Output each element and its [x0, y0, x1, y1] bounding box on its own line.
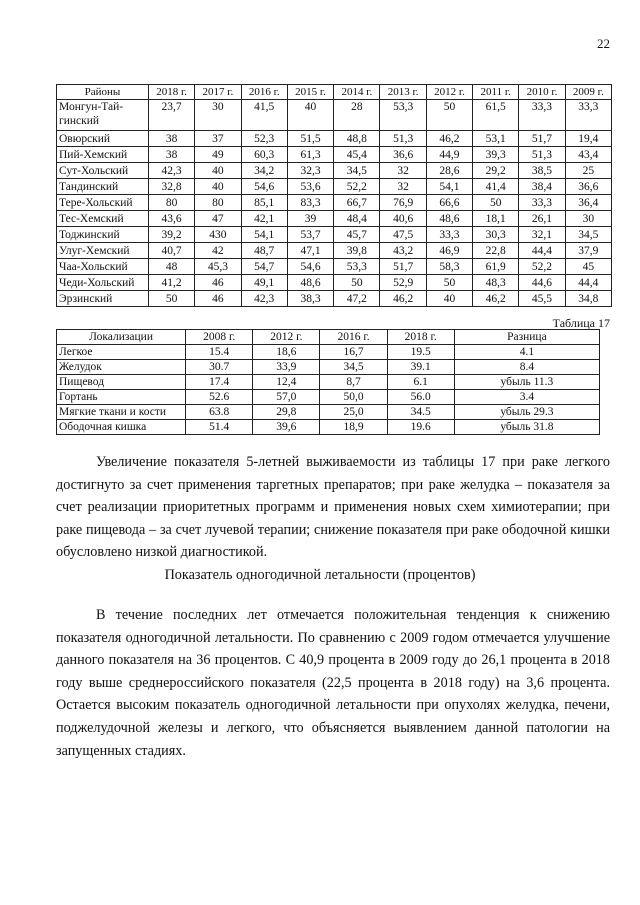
table-cell: 50: [426, 100, 472, 131]
table-cell: 34,5: [334, 163, 380, 179]
row-label: Улуг-Хемский: [57, 243, 149, 259]
row-label: Пий-Хемский: [57, 147, 149, 163]
table-cell: 50,0: [320, 390, 387, 405]
table-cell: 43,2: [380, 243, 426, 259]
table-row: [57, 275, 612, 291]
table-cell: 44,6: [519, 275, 565, 291]
table-cell: 33,9: [253, 360, 320, 375]
table-cell: 46,9: [426, 243, 472, 259]
table-cell: 33,3: [519, 100, 565, 131]
table-cell: 26,1: [519, 211, 565, 227]
table-cell: 48: [148, 259, 194, 275]
table-cell: 4.1: [454, 345, 599, 360]
table-cell: 39.1: [387, 360, 454, 375]
table-row: [57, 131, 612, 147]
table-cell: 8,7: [320, 375, 387, 390]
table-cell: 46,2: [426, 131, 472, 147]
table-cell: 3.4: [454, 390, 599, 405]
row-label: Овюрский: [57, 131, 149, 147]
table-cell: 41,5: [241, 100, 287, 131]
column-header: 2015 г.: [287, 85, 333, 100]
table-cell: 37: [195, 131, 241, 147]
table-cell: 48,3: [473, 275, 519, 291]
table-cell: 56.0: [387, 390, 454, 405]
table-cell: 18,1: [473, 211, 519, 227]
table-cell: 54,6: [241, 179, 287, 195]
table-cell: 32: [380, 163, 426, 179]
table-cell: 85,1: [241, 195, 287, 211]
table-row: [57, 179, 612, 195]
table-row: [57, 405, 600, 420]
column-header: 2018 г.: [387, 330, 454, 345]
table-cell: 34,5: [565, 227, 611, 243]
row-label: Гортань: [57, 390, 186, 405]
table-cell: 33,3: [426, 227, 472, 243]
row-label: Желудок: [57, 360, 186, 375]
row-label: Монгун-Тай-гинский: [57, 100, 149, 131]
column-header: 2017 г.: [195, 85, 241, 100]
table-cell: 61,3: [287, 147, 333, 163]
column-header: Районы: [57, 85, 149, 100]
table-cell: 53,3: [380, 100, 426, 131]
table-cell: 54,6: [287, 259, 333, 275]
table-cell: 17.4: [186, 375, 253, 390]
column-header: 2012 г.: [253, 330, 320, 345]
table-row: [57, 195, 612, 211]
table-cell: 34.5: [387, 405, 454, 420]
table-cell: 40: [426, 291, 472, 307]
table-cell: 38,4: [519, 179, 565, 195]
table-cell: 66,7: [334, 195, 380, 211]
table-cell: 30: [195, 100, 241, 131]
table-cell: 63.8: [186, 405, 253, 420]
table-cell: 51,7: [519, 131, 565, 147]
table-cell: 38,5: [519, 163, 565, 179]
row-label: Эрзинский: [57, 291, 149, 307]
table-cell: 30,3: [473, 227, 519, 243]
table-cell: 38: [148, 131, 194, 147]
table-caption: Таблица 17: [552, 316, 610, 330]
table-cell: 39,3: [473, 147, 519, 163]
table-cell: 33,3: [565, 100, 611, 131]
table-cell: 45: [565, 259, 611, 275]
table-cell: 53,7: [287, 227, 333, 243]
table-cell: 36,6: [565, 179, 611, 195]
table-cell: 45,5: [519, 291, 565, 307]
table-cell: 50: [334, 275, 380, 291]
table-cell: 51,5: [287, 131, 333, 147]
table-cell: 80: [195, 195, 241, 211]
table-cell: 54,1: [426, 179, 472, 195]
table-cell: 50: [426, 275, 472, 291]
table-cell: 44,4: [519, 243, 565, 259]
page-number: 22: [597, 36, 610, 51]
column-header: Разница: [454, 330, 599, 345]
row-label: Чеди-Хольский: [57, 275, 149, 291]
table-cell: 48,4: [334, 211, 380, 227]
table-cell: 44,4: [565, 275, 611, 291]
column-header: 2009 г.: [565, 85, 611, 100]
row-label: Чаа-Хольский: [57, 259, 149, 275]
table-cell: 51,7: [380, 259, 426, 275]
table-cell: 49: [195, 147, 241, 163]
column-header: Локализации: [57, 330, 186, 345]
table-cell: 48,8: [334, 131, 380, 147]
table-cell: 48,6: [287, 275, 333, 291]
table-cell: 19,4: [565, 131, 611, 147]
table-cell: 29,8: [253, 405, 320, 420]
table-cell: 47: [195, 211, 241, 227]
table-cell: убыль 29.3: [454, 405, 599, 420]
table-cell: 54,7: [241, 259, 287, 275]
table-header-row: [57, 330, 600, 345]
table-cell: 52,2: [519, 259, 565, 275]
table-cell: 47,1: [287, 243, 333, 259]
table-row: [57, 390, 600, 405]
table-cell: 42,3: [148, 163, 194, 179]
table-row: [57, 345, 600, 360]
table-cell: 33,3: [519, 195, 565, 211]
table-cell: 38,3: [287, 291, 333, 307]
table-cell: 6.1: [387, 375, 454, 390]
table-cell: 46,2: [473, 291, 519, 307]
table-row: [57, 100, 612, 131]
table-cell: 37,9: [565, 243, 611, 259]
table-cell: 40: [195, 163, 241, 179]
table-cell: 45,4: [334, 147, 380, 163]
table-cell: 80: [148, 195, 194, 211]
row-label: Тес-Хемский: [57, 211, 149, 227]
column-header: 2010 г.: [519, 85, 565, 100]
row-label: Тандинский: [57, 179, 149, 195]
table-cell: 40,6: [380, 211, 426, 227]
column-header: 2018 г.: [148, 85, 194, 100]
table-row: [57, 211, 612, 227]
column-header: 2014 г.: [334, 85, 380, 100]
table-cell: 42,1: [241, 211, 287, 227]
table-cell: 32,3: [287, 163, 333, 179]
table-cell: 39,2: [148, 227, 194, 243]
column-header: 2016 г.: [241, 85, 287, 100]
section-heading: Показатель одногодичной летальности (процентов): [164, 567, 476, 583]
paragraph: Увеличение показателя 5-летней выживаемости из таблицы 17 при раке легкого достигнуто за счет применения таргетных препаратов; при раке желудка – показателя за счет реализации приоритетных программ и применения новых схем химиотерапии; при раке пищевода – за счет лучевой терапии; снижение показателя при раке ободочной кишки обусловлено низкой диагностикой.: [56, 454, 610, 561]
table-cell: 34,2: [241, 163, 287, 179]
table-cell: 15.4: [186, 345, 253, 360]
column-header: 2016 г.: [320, 330, 387, 345]
table-cell: 47,5: [380, 227, 426, 243]
table-cell: 51,3: [380, 131, 426, 147]
table-cell: 53,6: [287, 179, 333, 195]
table-cell: 29,2: [473, 163, 519, 179]
table-cell: 58,3: [426, 259, 472, 275]
table-cell: 25,0: [320, 405, 387, 420]
column-header: 2013 г.: [380, 85, 426, 100]
table-cell: 46: [195, 291, 241, 307]
table-cell: 42: [195, 243, 241, 259]
table-cell: 34,8: [565, 291, 611, 307]
table-cell: 22,8: [473, 243, 519, 259]
table-cell: 28: [334, 100, 380, 131]
table-cell: 42,3: [241, 291, 287, 307]
districts-table: [56, 84, 612, 307]
row-label: Сут-Хольский: [57, 163, 149, 179]
table-cell: 52,2: [334, 179, 380, 195]
table-row: [57, 147, 612, 163]
table-row: [57, 420, 600, 435]
table-cell: 34,5: [320, 360, 387, 375]
table-cell: 39: [287, 211, 333, 227]
paragraph: В течение последних лет отмечается положительная тенденция к снижению показателя одногодичной летальности. По сравнению с 2009 годом отмечается улучшение данного показателя на 36 процентов. С 40,9 процента в 2009 году до 26,1 процента в 2018 году выше среднероссийского показателя (22,5 процента в 2018 году) на 3,6 процента. Остается высоким показатель одногодичной летальности при опухолях желудка, печени, поджелудочной железы и легкого, что объясняется выявлением данной патологии на запущенных стадиях.: [56, 607, 610, 759]
table-cell: убыль 11.3: [454, 375, 599, 390]
table-cell: 39,6: [253, 420, 320, 435]
table-cell: 53,1: [473, 131, 519, 147]
table-cell: 38: [148, 147, 194, 163]
localization-table: [56, 329, 600, 435]
table-header-row: [57, 85, 612, 100]
row-label: Тоджинский: [57, 227, 149, 243]
table-cell: 40: [287, 100, 333, 131]
table-cell: 36,6: [380, 147, 426, 163]
table-cell: 30: [565, 211, 611, 227]
table-cell: 8.4: [454, 360, 599, 375]
table-cell: 50: [148, 291, 194, 307]
table-cell: 32,1: [519, 227, 565, 243]
table-row: [57, 243, 612, 259]
table-cell: 39,8: [334, 243, 380, 259]
column-header: 2012 г.: [426, 85, 472, 100]
table-cell: 47,2: [334, 291, 380, 307]
table-cell: 40: [195, 179, 241, 195]
table-cell: 19.6: [387, 420, 454, 435]
table-cell: 54,1: [241, 227, 287, 243]
table-cell: 60,3: [241, 147, 287, 163]
table-cell: 40,7: [148, 243, 194, 259]
table-cell: 66,6: [426, 195, 472, 211]
table-cell: 61,9: [473, 259, 519, 275]
row-label: Тере-Хольский: [57, 195, 149, 211]
table-cell: 45,3: [195, 259, 241, 275]
table-cell: 51.4: [186, 420, 253, 435]
table-cell: 53,3: [334, 259, 380, 275]
table-cell: 32: [380, 179, 426, 195]
row-label: Пищевод: [57, 375, 186, 390]
table-cell: 36,4: [565, 195, 611, 211]
table-cell: 52,3: [241, 131, 287, 147]
table-cell: 430: [195, 227, 241, 243]
table-cell: 48,6: [426, 211, 472, 227]
table-cell: 46,2: [380, 291, 426, 307]
table-cell: 18,6: [253, 345, 320, 360]
table-cell: 18,9: [320, 420, 387, 435]
table-cell: 83,3: [287, 195, 333, 211]
table-cell: 46: [195, 275, 241, 291]
table-cell: 52.6: [186, 390, 253, 405]
table-cell: 25: [565, 163, 611, 179]
table-cell: 23,7: [148, 100, 194, 131]
row-label: Ободочная кишка: [57, 420, 186, 435]
table-cell: 44,9: [426, 147, 472, 163]
table-cell: 49,1: [241, 275, 287, 291]
table-cell: 50: [473, 195, 519, 211]
table-cell: 57,0: [253, 390, 320, 405]
row-label: Легкое: [57, 345, 186, 360]
table-cell: 61,5: [473, 100, 519, 131]
table-cell: 41,2: [148, 275, 194, 291]
table-row: [57, 291, 612, 307]
row-label: Мягкие ткани и кости: [57, 405, 186, 420]
table-cell: 43,4: [565, 147, 611, 163]
table-cell: 32,8: [148, 179, 194, 195]
table-cell: 41,4: [473, 179, 519, 195]
table-cell: 51,3: [519, 147, 565, 163]
table-cell: 52,9: [380, 275, 426, 291]
column-header: 2011 г.: [473, 85, 519, 100]
table-cell: 28,6: [426, 163, 472, 179]
table-row: [57, 375, 600, 390]
table-cell: 43,6: [148, 211, 194, 227]
table-cell: 76,9: [380, 195, 426, 211]
table-cell: убыль 31.8: [454, 420, 599, 435]
table-cell: 30.7: [186, 360, 253, 375]
column-header: 2008 г.: [186, 330, 253, 345]
table-cell: 48,7: [241, 243, 287, 259]
table-row: [57, 360, 600, 375]
table-row: [57, 163, 612, 179]
table-cell: 19.5: [387, 345, 454, 360]
table-row: [57, 259, 612, 275]
table-row: [57, 227, 612, 243]
table-cell: 16,7: [320, 345, 387, 360]
table-cell: 45,7: [334, 227, 380, 243]
table-cell: 12,4: [253, 375, 320, 390]
